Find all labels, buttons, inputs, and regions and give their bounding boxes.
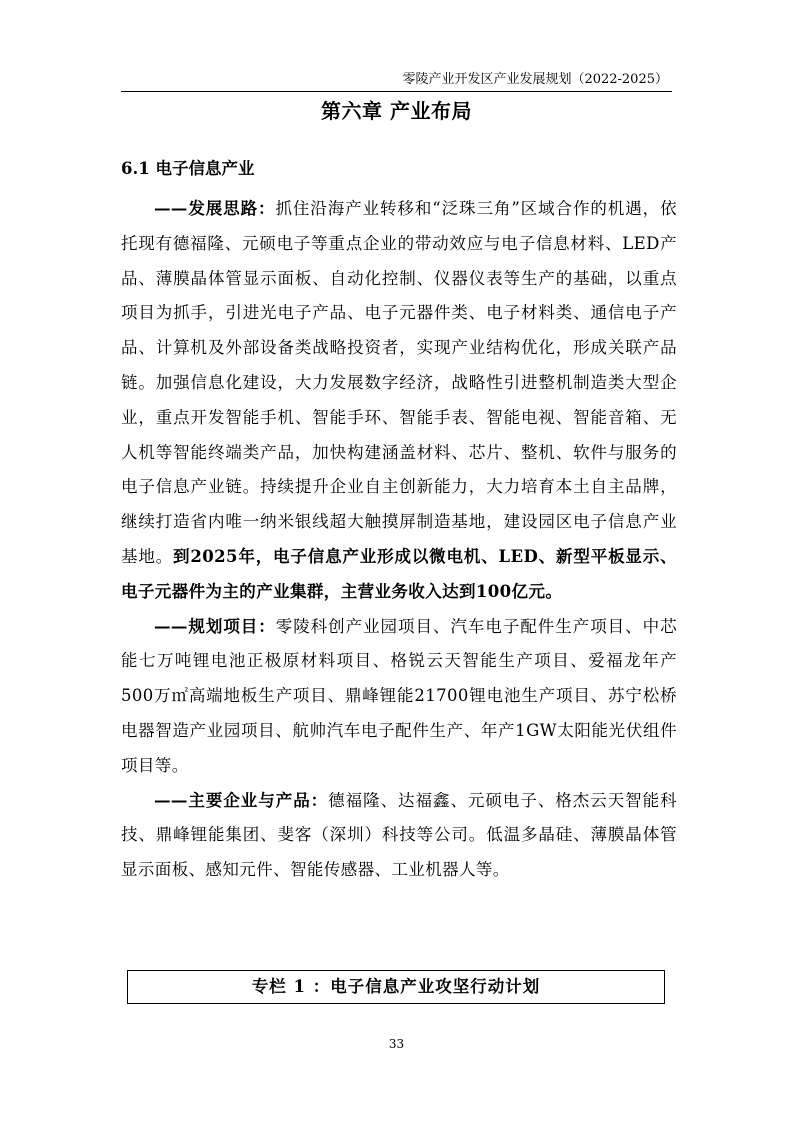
section-heading: 6.1 电子信息产业 [121, 159, 255, 178]
paragraph-label: ——发展思路： [154, 199, 276, 218]
paragraph-label: ——主要企业与产品： [154, 790, 329, 810]
paragraph-development-approach [121, 192, 677, 610]
paragraph-emphasis: 到2025年，电子信息产业形成以微电机、LED、新型平板显示、电子元器件为主的产业集群，主营业务收入达到100亿元。 [121, 546, 678, 601]
paragraph-planned-projects [121, 610, 677, 784]
paragraph-text: 德福隆、达福鑫、元硕电子、格杰云天智能科技、鼎峰锂能集团、斐客（深圳）科技等公司。低温多晶硅、薄膜晶体管显示面板、感知元件、智能传感器、工业机器人等。 [121, 790, 678, 880]
paragraph-label: ——规划项目： [154, 616, 276, 636]
header-rule [121, 91, 672, 92]
page-number: 33 [388, 1037, 405, 1051]
paragraph-text: 零陵科创产业园项目、汽车电子配件生产项目、中芯能七万吨锂电池正极原材料项目、格锐云天智能生产项目、爱福龙年产500万㎡高端地板生产项目、鼎峰锂能21700锂电池生产项目、苏宁松桥电器智造产业园项目、航帅汽车电子配件生产、年产1GW太阳能光伏组件项目等。 [121, 616, 677, 775]
column-box-title: 专栏 1 ：电子信息产业攻坚行动计划 [251, 977, 541, 996]
paragraph-text: 抓住沿海产业转移和“泛珠三角”区域合作的机遇，依托现有德福隆、元硕电子等重点企业的带动效应与电子信息材料、LED产品、薄膜晶体管显示面板、自动化控制、仪器仪表等生产的基础，以重点项目为抓手，引进光电子产品、电子元器件类、电子材料类、通信电子产品、计算机及外部设备类战略投资者，实现产业结构优化，形成关联产品链。加强信息化建设，大力发展数字经济，战略性引进整机制造类大型企业，重点开发智能手机、智能手环、智能手表、智能电视、智能音箱、无人机等智能终端类产品，加快构建涵盖材料、芯片、整机、软件与服务的电子信息产业链。持续提升企业自主创新能力，大力培育本土自主品牌，继续打造省内唯一纳米银线超大触摸屏制造基地，建设园区电子信息产业基地。 [121, 199, 677, 566]
column-box [127, 970, 665, 1004]
body-text [121, 192, 677, 888]
running-header [121, 72, 672, 92]
chapter-title: 第六章 产业布局 [321, 99, 472, 123]
paragraph-main-enterprises [121, 784, 677, 888]
running-header-title: 零陵产业开发区产业发展规划（2022-2025） [402, 72, 668, 87]
